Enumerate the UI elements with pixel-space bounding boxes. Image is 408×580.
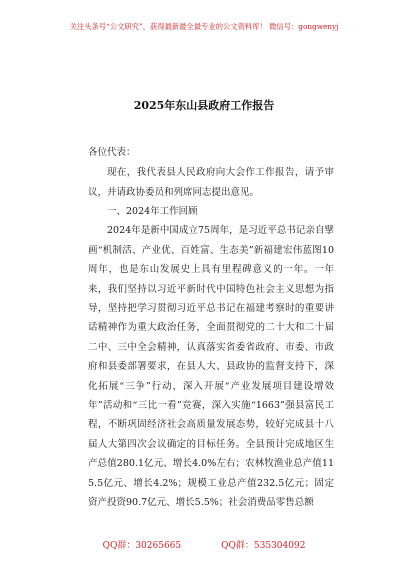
intro-paragraph: 现在，我代表县人民政府向大会作工作报告，请予审议，并请政协委员和列席同志提出意见。 bbox=[88, 167, 334, 198]
qq-group-2: QQ群：535304092 bbox=[221, 541, 306, 551]
header-ad-banner: 关注头条号“公文研究”，获得最新最全最专业的公文资料库！ 微信号：gongwenyj bbox=[69, 22, 339, 31]
document-title: 2025年东山县政府工作报告 bbox=[133, 99, 275, 112]
section-paragraph: 2024年是新中国成立75周年，是习近平总书记亲自擘画“机制活、产业优、百姓富、生态美”新福建宏伟蓝图10周年，也是东山发展史上具有里程碑意义的一年。一年来，我们坚持以习近平新时代中国特色社会主义思想为指导，坚持把学习贯彻习近平总书记在福建考察时的重要讲话精神作为重大政治任务，全面贯彻党的二十大和二十届二中、三中全会精神，认真落实省委省政府、市委、市政府和县委部署要求，在县人大、县政协的监督支持下，深化拓展“三争”行动，深入开展“产业发展项目建设增效年”活动和“三比一看”竞赛，深入实施“1663”强县富民工程，不断巩固经济社会高质量发展态势，较好完成县十八届人大第四次会议确定的目标任务。全县预计完成地区生产总值280.1亿元、增长4.0%左右；农林牧渔业总产值115.5亿元、增长4.2%；规模工业总产值232.5亿元；固定资产投资90.7亿元、增长5.5%；社会消费品零售总额 bbox=[88, 225, 334, 509]
footer-contact bbox=[0, 540, 408, 552]
salutation: 各位代表： bbox=[88, 147, 136, 158]
document-body bbox=[88, 143, 334, 513]
section-heading: 一、2024年工作回顾 bbox=[107, 206, 198, 218]
qq-group-1: QQ群：30265665 bbox=[102, 541, 182, 551]
